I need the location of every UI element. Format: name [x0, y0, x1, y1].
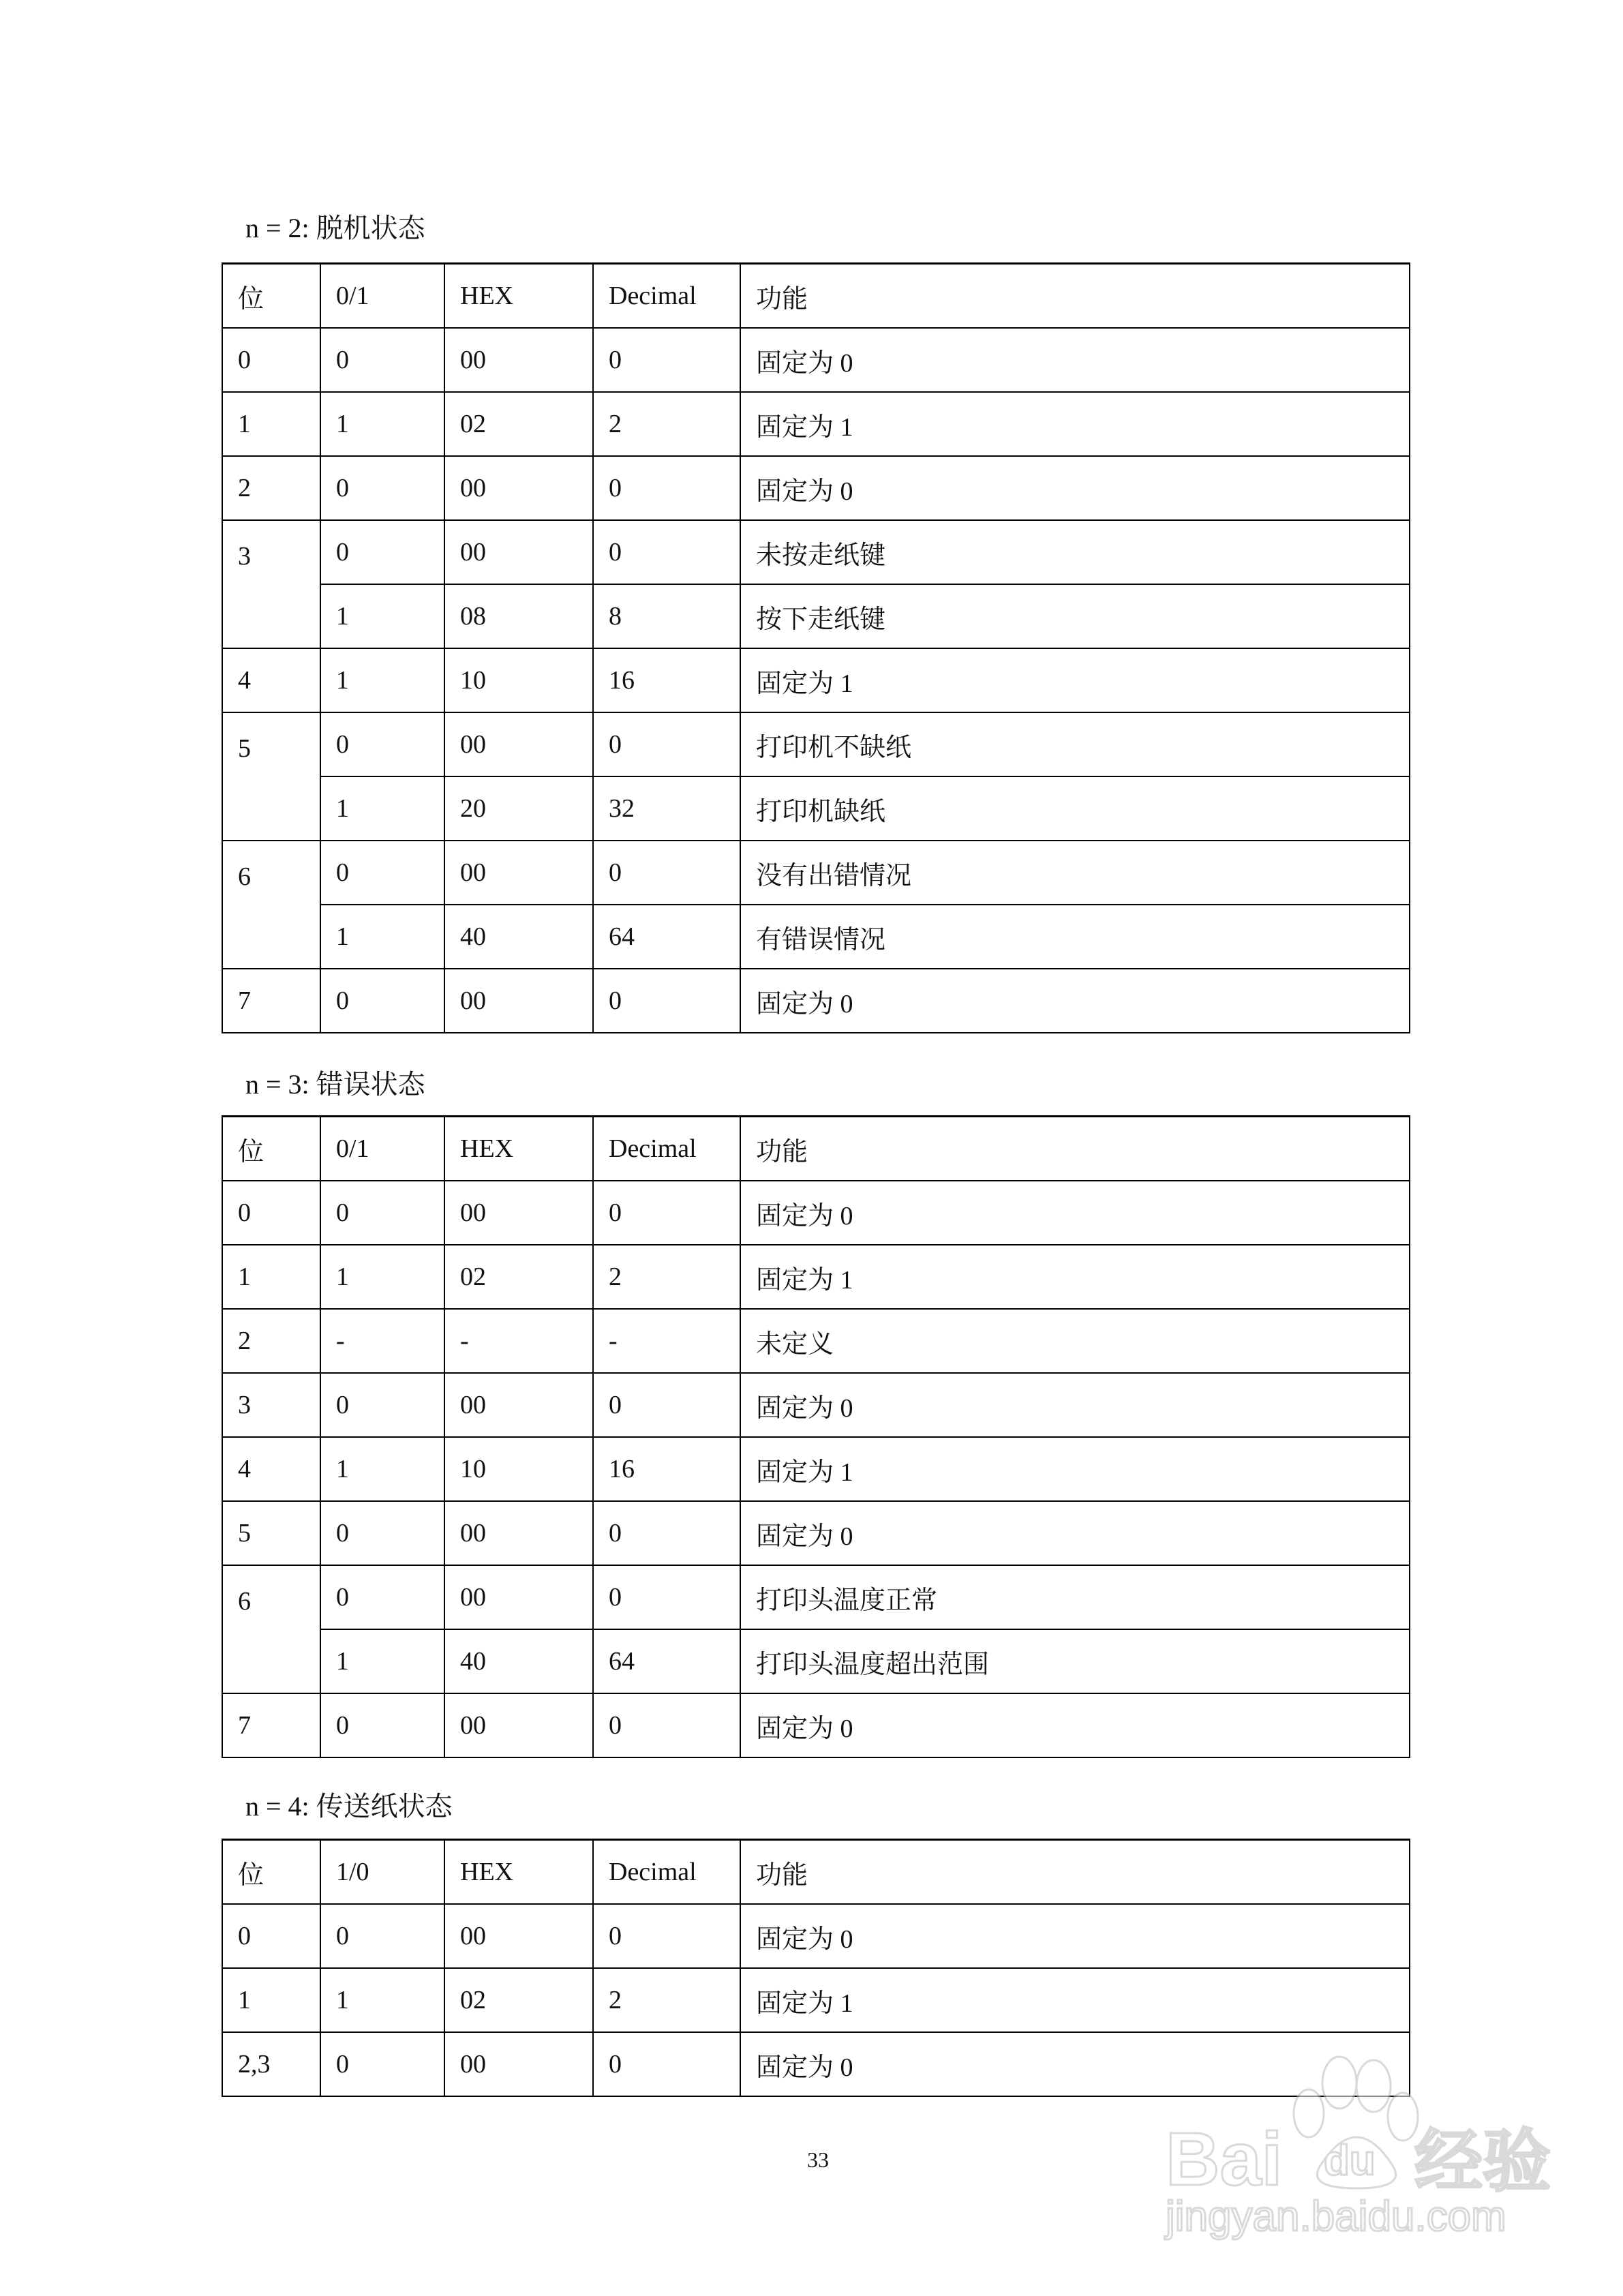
- cell-function: 打印头温度超出范围: [740, 1629, 1410, 1693]
- cell-decimal: 0: [593, 712, 740, 776]
- table-row: [222, 1629, 1410, 1693]
- cell-value: 0: [320, 1181, 444, 1245]
- table-row: [222, 1693, 1410, 1757]
- cell-function: 打印机不缺纸: [740, 712, 1410, 776]
- cell-hex: 00: [444, 1565, 593, 1629]
- table-row: [222, 776, 1410, 841]
- cell-decimal: 0: [593, 520, 740, 584]
- cell-function: 没有出错情况: [740, 841, 1410, 905]
- cell-hex: 00: [444, 1904, 593, 1968]
- table-header-row: [222, 1117, 1410, 1181]
- cell-value: 0: [320, 1565, 444, 1629]
- header-hex: HEX: [444, 1117, 593, 1181]
- cell-hex: 00: [444, 969, 593, 1033]
- header-bit: 位: [222, 264, 320, 329]
- cell-function: 固定为 1: [740, 1437, 1410, 1501]
- cell-hex: 00: [444, 1693, 593, 1757]
- cell-value: 0: [320, 1501, 444, 1565]
- header-function: 功能: [740, 1117, 1410, 1181]
- table-row: [222, 520, 1410, 584]
- cell-hex: 00: [444, 1373, 593, 1437]
- cell-value: 0: [320, 1904, 444, 1968]
- cell-bit: 4: [222, 1437, 320, 1501]
- cell-bit: 3: [222, 1373, 320, 1437]
- cell-hex: 02: [444, 1968, 593, 2032]
- svg-text:du: du: [1324, 2137, 1376, 2184]
- cell-function: 固定为 0: [740, 969, 1410, 1033]
- cell-function: 打印机缺纸: [740, 776, 1410, 841]
- cell-bit: 1: [222, 1245, 320, 1309]
- cell-decimal: 2: [593, 1245, 740, 1309]
- cell-decimal: 16: [593, 648, 740, 712]
- table-row: [222, 1904, 1410, 1968]
- cell-decimal: 0: [593, 1373, 740, 1437]
- cell-hex: 00: [444, 456, 593, 520]
- cell-function: 固定为 1: [740, 392, 1410, 456]
- cell-decimal: 0: [593, 1904, 740, 1968]
- cell-decimal: 0: [593, 2032, 740, 2096]
- cell-hex: 02: [444, 1245, 593, 1309]
- cell-decimal: 0: [593, 456, 740, 520]
- cell-bit: 2: [222, 1309, 320, 1373]
- table-row: [222, 969, 1410, 1033]
- cell-bit: 3: [222, 520, 320, 648]
- svg-text:经验: 经验: [1414, 2121, 1551, 2201]
- cell-bit: 2: [222, 456, 320, 520]
- cell-hex: 00: [444, 520, 593, 584]
- section-title-n2: n = 2: 脱机状态: [245, 213, 425, 243]
- cell-bit: 1: [222, 1968, 320, 2032]
- cell-function: 固定为 1: [740, 648, 1410, 712]
- cell-function: 固定为 1: [740, 1245, 1410, 1309]
- cell-value: 0: [320, 328, 444, 392]
- cell-decimal: 0: [593, 328, 740, 392]
- cell-function: 固定为 0: [740, 1373, 1410, 1437]
- cell-hex: 08: [444, 584, 593, 648]
- table-row: [222, 1437, 1410, 1501]
- header-decimal: Decimal: [593, 1117, 740, 1181]
- cell-decimal: 0: [593, 1501, 740, 1565]
- cell-hex: 10: [444, 648, 593, 712]
- cell-function: 打印头温度正常: [740, 1565, 1410, 1629]
- table-row: [222, 1309, 1410, 1373]
- cell-function: 固定为 0: [740, 1181, 1410, 1245]
- cell-function: 按下走纸键: [740, 584, 1410, 648]
- header-bit: 位: [222, 1840, 320, 1905]
- cell-decimal: 0: [593, 841, 740, 905]
- cell-bit: 6: [222, 841, 320, 969]
- cell-function: 固定为 0: [740, 1501, 1410, 1565]
- header-bit: 位: [222, 1117, 320, 1181]
- cell-value: 0: [320, 841, 444, 905]
- cell-function: 未定义: [740, 1309, 1410, 1373]
- cell-decimal: 0: [593, 1565, 740, 1629]
- cell-value: 1: [320, 905, 444, 969]
- cell-function: 固定为 0: [740, 2032, 1410, 2096]
- baidu-jingyan-watermark: [1145, 2052, 1622, 2256]
- table-row: [222, 456, 1410, 520]
- cell-decimal: 8: [593, 584, 740, 648]
- cell-hex: 20: [444, 776, 593, 841]
- cell-bit: 7: [222, 969, 320, 1033]
- section-title-n4: n = 4: 传送纸状态: [245, 1791, 453, 1822]
- cell-bit: 6: [222, 1565, 320, 1693]
- cell-hex: 00: [444, 841, 593, 905]
- cell-bit: 5: [222, 712, 320, 841]
- table-row: [222, 1373, 1410, 1437]
- cell-value: 1: [320, 1629, 444, 1693]
- table-row: [222, 1245, 1410, 1309]
- status-table-offline: [222, 262, 1410, 1033]
- cell-value: 1: [320, 1437, 444, 1501]
- cell-decimal: 2: [593, 1968, 740, 2032]
- cell-decimal: 0: [593, 1693, 740, 1757]
- table-row: [222, 392, 1410, 456]
- section-title-n3: n = 3: 错误状态: [245, 1069, 425, 1100]
- header-decimal: Decimal: [593, 264, 740, 329]
- cell-value: -: [320, 1309, 444, 1373]
- cell-hex: 00: [444, 1181, 593, 1245]
- cell-bit: 5: [222, 1501, 320, 1565]
- cell-value: 1: [320, 392, 444, 456]
- header-value: 0/1: [320, 264, 444, 329]
- cell-hex: -: [444, 1309, 593, 1373]
- cell-decimal: 32: [593, 776, 740, 841]
- cell-function: 固定为 0: [740, 456, 1410, 520]
- cell-value: 0: [320, 520, 444, 584]
- watermark-url: jingyan.baidu.com: [1166, 2193, 1506, 2240]
- cell-value: 1: [320, 648, 444, 712]
- header-decimal: Decimal: [593, 1840, 740, 1905]
- cell-bit: 0: [222, 1904, 320, 1968]
- cell-value: 0: [320, 1373, 444, 1437]
- cell-function: 固定为 0: [740, 1693, 1410, 1757]
- cell-decimal: 0: [593, 969, 740, 1033]
- cell-hex: 00: [444, 1501, 593, 1565]
- cell-value: 0: [320, 1693, 444, 1757]
- cell-decimal: 2: [593, 392, 740, 456]
- table-row: [222, 328, 1410, 392]
- cell-decimal: 64: [593, 905, 740, 969]
- table-row: [222, 1968, 1410, 2032]
- cell-hex: 40: [444, 1629, 593, 1693]
- cell-bit: 2,3: [222, 2032, 320, 2096]
- cell-decimal: -: [593, 1309, 740, 1373]
- table-row: [222, 584, 1410, 648]
- header-function: 功能: [740, 264, 1410, 329]
- cell-value: 1: [320, 776, 444, 841]
- cell-hex: 00: [444, 712, 593, 776]
- cell-decimal: 0: [593, 1181, 740, 1245]
- cell-function: 固定为 1: [740, 1968, 1410, 2032]
- table-header-row: [222, 264, 1410, 329]
- header-value: 0/1: [320, 1117, 444, 1181]
- status-table-error: [222, 1115, 1410, 1758]
- header-hex: HEX: [444, 264, 593, 329]
- svg-text:Bai: Bai: [1166, 2117, 1283, 2201]
- cell-hex: 02: [444, 392, 593, 456]
- table-header-row: [222, 1840, 1410, 1905]
- table-row: [222, 1181, 1410, 1245]
- cell-bit: 0: [222, 1181, 320, 1245]
- cell-bit: 7: [222, 1693, 320, 1757]
- cell-value: 0: [320, 712, 444, 776]
- cell-bit: 4: [222, 648, 320, 712]
- header-hex: HEX: [444, 1840, 593, 1905]
- table-row: [222, 905, 1410, 969]
- cell-function: 有错误情况: [740, 905, 1410, 969]
- cell-bit: 1: [222, 392, 320, 456]
- table-row: [222, 648, 1410, 712]
- cell-bit: 0: [222, 328, 320, 392]
- table-row: [222, 841, 1410, 905]
- cell-hex: 10: [444, 1437, 593, 1501]
- cell-decimal: 16: [593, 1437, 740, 1501]
- cell-value: 1: [320, 1968, 444, 2032]
- table-row: [222, 1501, 1410, 1565]
- cell-hex: 00: [444, 2032, 593, 2096]
- cell-value: 1: [320, 584, 444, 648]
- cell-function: 固定为 0: [740, 1904, 1410, 1968]
- cell-function: 固定为 0: [740, 328, 1410, 392]
- header-value: 1/0: [320, 1840, 444, 1905]
- cell-hex: 40: [444, 905, 593, 969]
- cell-value: 0: [320, 456, 444, 520]
- cell-hex: 00: [444, 328, 593, 392]
- cell-function: 未按走纸键: [740, 520, 1410, 584]
- table-row: [222, 712, 1410, 776]
- cell-value: 1: [320, 1245, 444, 1309]
- page-number: 33: [807, 2147, 829, 2172]
- cell-decimal: 64: [593, 1629, 740, 1693]
- header-function: 功能: [740, 1840, 1410, 1905]
- cell-value: 0: [320, 969, 444, 1033]
- table-row: [222, 1565, 1410, 1629]
- cell-value: 0: [320, 2032, 444, 2096]
